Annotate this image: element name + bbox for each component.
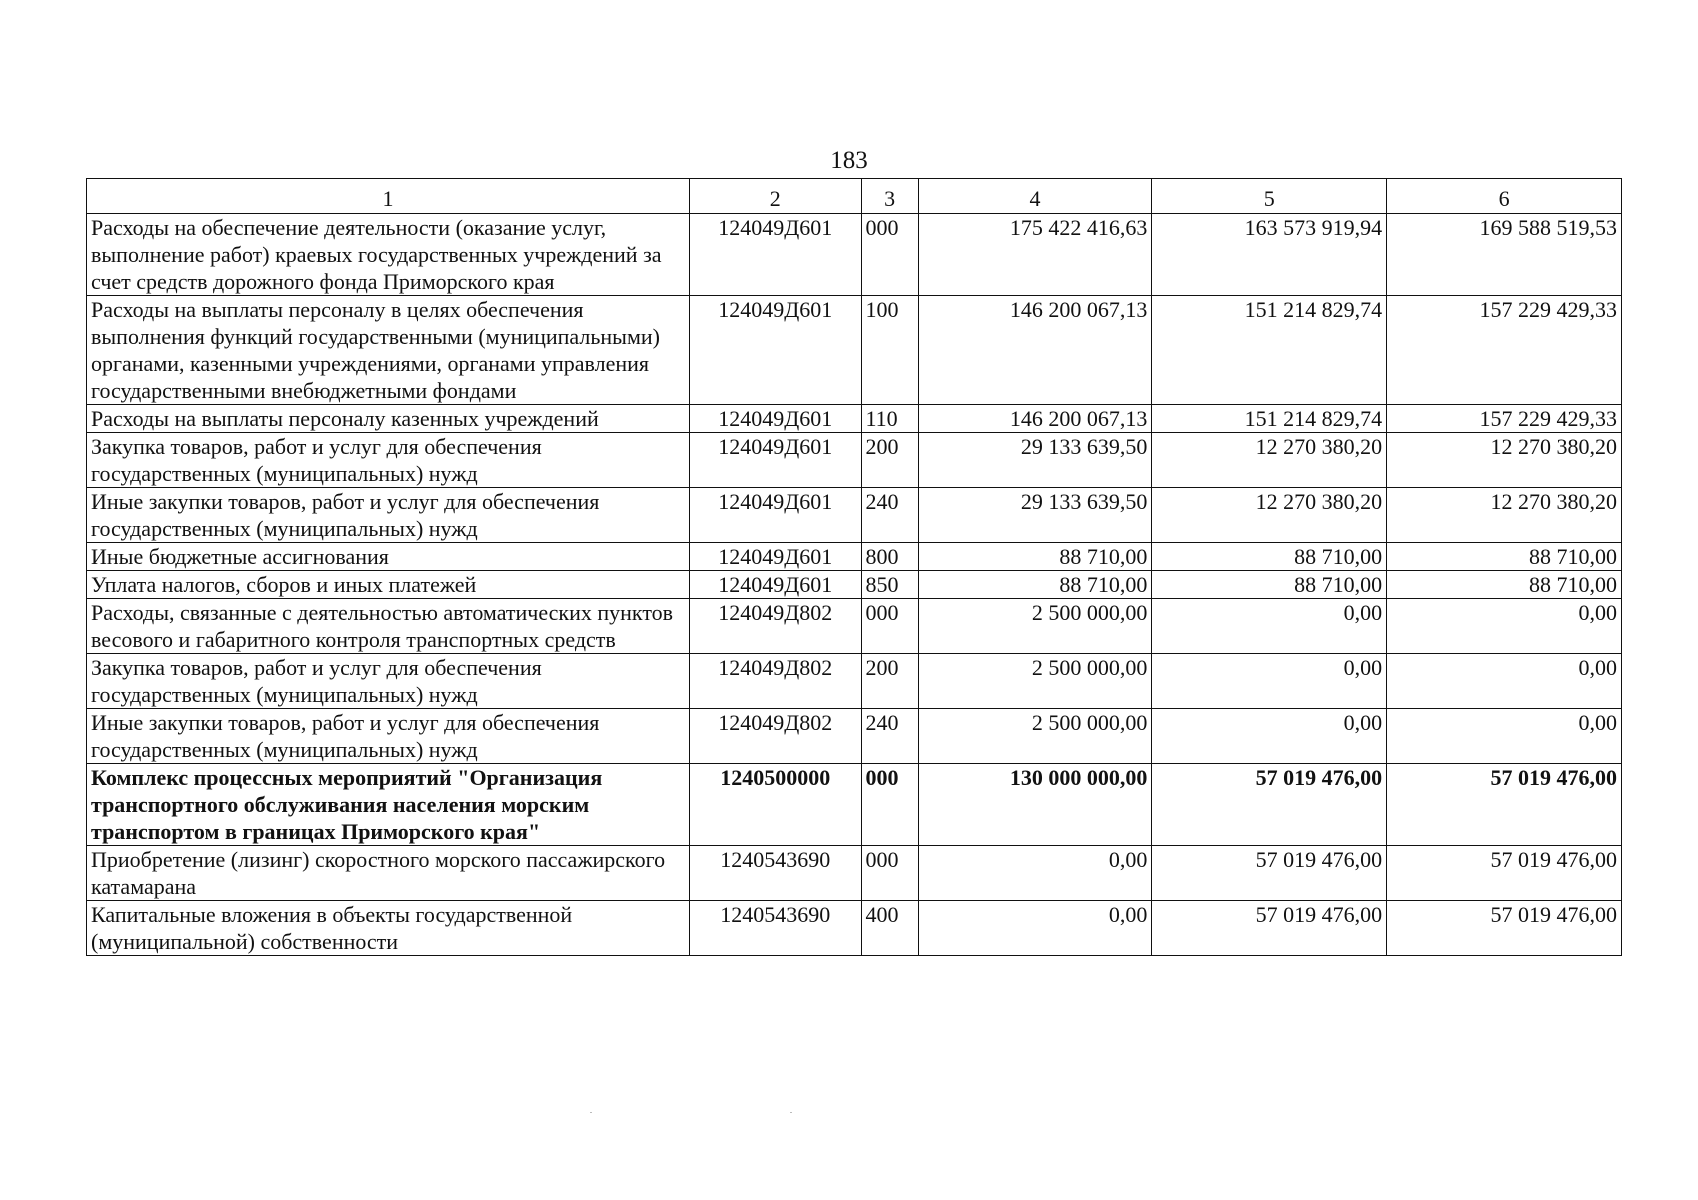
table-row <box>87 571 1622 599</box>
row-target-article-code: 1240543690 <box>689 846 861 901</box>
row-expense-type-code: 200 <box>861 654 918 709</box>
header-col-3: 3 <box>861 179 918 214</box>
row-name: Иные бюджетные ассигнования <box>87 543 690 571</box>
row-name: Комплекс процессных мероприятий "Организация транспортного обслуживания населения морским транспортом в границах Приморского края" <box>87 764 690 846</box>
row-amount-year-2: 57 019 476,00 <box>1152 846 1387 901</box>
row-amount-year-3: 169 588 519,53 <box>1387 214 1622 296</box>
row-name: Закупка товаров, работ и услуг для обеспечения государственных (муниципальных) нужд <box>87 433 690 488</box>
row-amount-year-1: 146 200 067,13 <box>918 296 1152 405</box>
table-row <box>87 901 1622 956</box>
row-expense-type-code: 850 <box>861 571 918 599</box>
scan-dots <box>590 1112 850 1114</box>
row-amount-year-3: 57 019 476,00 <box>1387 764 1622 846</box>
row-amount-year-2: 163 573 919,94 <box>1152 214 1387 296</box>
row-amount-year-1: 2 500 000,00 <box>918 654 1152 709</box>
table-body <box>87 214 1622 956</box>
row-target-article-code: 124049Д601 <box>689 433 861 488</box>
row-target-article-code: 124049Д802 <box>689 709 861 764</box>
row-amount-year-3: 157 229 429,33 <box>1387 405 1622 433</box>
row-amount-year-3: 0,00 <box>1387 709 1622 764</box>
table-row <box>87 214 1622 296</box>
table-row <box>87 296 1622 405</box>
row-target-article-code: 124049Д802 <box>689 599 861 654</box>
row-name: Приобретение (лизинг) скоростного морского пассажирского катамарана <box>87 846 690 901</box>
table-row <box>87 709 1622 764</box>
row-amount-year-2: 0,00 <box>1152 709 1387 764</box>
row-target-article-code: 124049Д601 <box>689 488 861 543</box>
row-target-article-code: 124049Д601 <box>689 543 861 571</box>
row-target-article-code: 124049Д802 <box>689 654 861 709</box>
row-expense-type-code: 000 <box>861 599 918 654</box>
row-amount-year-3: 12 270 380,20 <box>1387 488 1622 543</box>
row-amount-year-1: 88 710,00 <box>918 543 1152 571</box>
row-amount-year-1: 2 500 000,00 <box>918 709 1152 764</box>
row-name: Расходы, связанные с деятельностью автоматических пунктов весового и габаритного контроля транспортных средств <box>87 599 690 654</box>
row-name: Расходы на выплаты персоналу казенных учреждений <box>87 405 690 433</box>
row-name: Закупка товаров, работ и услуг для обеспечения государственных (муниципальных) нужд <box>87 654 690 709</box>
header-col-6: 6 <box>1387 179 1622 214</box>
row-expense-type-code: 200 <box>861 433 918 488</box>
row-amount-year-1: 88 710,00 <box>918 571 1152 599</box>
table-row <box>87 654 1622 709</box>
row-target-article-code: 124049Д601 <box>689 405 861 433</box>
row-name: Расходы на выплаты персоналу в целях обеспечения выполнения функций государственными (муниципальными) органами, казенными учреждениями, органами управления государственными внебюджетными фондами <box>87 296 690 405</box>
table-row <box>87 543 1622 571</box>
table-row <box>87 433 1622 488</box>
row-amount-year-2: 151 214 829,74 <box>1152 405 1387 433</box>
row-amount-year-1: 29 133 639,50 <box>918 488 1152 543</box>
row-amount-year-1: 2 500 000,00 <box>918 599 1152 654</box>
row-expense-type-code: 100 <box>861 296 918 405</box>
row-amount-year-2: 88 710,00 <box>1152 543 1387 571</box>
row-amount-year-3: 12 270 380,20 <box>1387 433 1622 488</box>
row-amount-year-3: 88 710,00 <box>1387 543 1622 571</box>
row-amount-year-2: 151 214 829,74 <box>1152 296 1387 405</box>
row-name: Иные закупки товаров, работ и услуг для обеспечения государственных (муниципальных) нужд <box>87 488 690 543</box>
row-amount-year-3: 0,00 <box>1387 654 1622 709</box>
table-row <box>87 599 1622 654</box>
budget-table <box>86 178 1622 956</box>
header-col-2: 2 <box>689 179 861 214</box>
row-target-article-code: 1240543690 <box>689 901 861 956</box>
row-amount-year-1: 29 133 639,50 <box>918 433 1152 488</box>
page-number: 183 <box>830 147 868 174</box>
row-target-article-code: 124049Д601 <box>689 214 861 296</box>
row-amount-year-1: 0,00 <box>918 901 1152 956</box>
row-amount-year-2: 88 710,00 <box>1152 571 1387 599</box>
row-amount-year-1: 175 422 416,63 <box>918 214 1152 296</box>
row-amount-year-1: 0,00 <box>918 846 1152 901</box>
row-amount-year-2: 0,00 <box>1152 654 1387 709</box>
row-expense-type-code: 000 <box>861 764 918 846</box>
row-amount-year-2: 12 270 380,20 <box>1152 488 1387 543</box>
row-name: Расходы на обеспечение деятельности (оказание услуг, выполнение работ) краевых государственных учреждений за счет средств дорожного фонда Приморского края <box>87 214 690 296</box>
row-expense-type-code: 240 <box>861 709 918 764</box>
table-header <box>87 179 1622 214</box>
row-expense-type-code: 400 <box>861 901 918 956</box>
row-expense-type-code: 240 <box>861 488 918 543</box>
table-row <box>87 488 1622 543</box>
row-target-article-code: 124049Д601 <box>689 571 861 599</box>
table-row <box>87 846 1622 901</box>
row-amount-year-3: 57 019 476,00 <box>1387 846 1622 901</box>
row-amount-year-2: 57 019 476,00 <box>1152 764 1387 846</box>
table-row <box>87 764 1622 846</box>
row-expense-type-code: 000 <box>861 846 918 901</box>
header-col-4: 4 <box>918 179 1152 214</box>
row-amount-year-3: 57 019 476,00 <box>1387 901 1622 956</box>
row-name: Уплата налогов, сборов и иных платежей <box>87 571 690 599</box>
header-col-1: 1 <box>87 179 690 214</box>
row-expense-type-code: 000 <box>861 214 918 296</box>
row-target-article-code: 1240500000 <box>689 764 861 846</box>
row-amount-year-2: 57 019 476,00 <box>1152 901 1387 956</box>
row-amount-year-3: 88 710,00 <box>1387 571 1622 599</box>
row-expense-type-code: 110 <box>861 405 918 433</box>
row-target-article-code: 124049Д601 <box>689 296 861 405</box>
table-row <box>87 405 1622 433</box>
row-name: Иные закупки товаров, работ и услуг для обеспечения государственных (муниципальных) нужд <box>87 709 690 764</box>
row-amount-year-2: 12 270 380,20 <box>1152 433 1387 488</box>
row-amount-year-3: 0,00 <box>1387 599 1622 654</box>
row-name: Капитальные вложения в объекты государственной (муниципальной) собственности <box>87 901 690 956</box>
row-amount-year-1: 130 000 000,00 <box>918 764 1152 846</box>
header-row <box>87 179 1622 214</box>
row-expense-type-code: 800 <box>861 543 918 571</box>
row-amount-year-2: 0,00 <box>1152 599 1387 654</box>
header-col-5: 5 <box>1152 179 1387 214</box>
row-amount-year-3: 157 229 429,33 <box>1387 296 1622 405</box>
row-amount-year-1: 146 200 067,13 <box>918 405 1152 433</box>
